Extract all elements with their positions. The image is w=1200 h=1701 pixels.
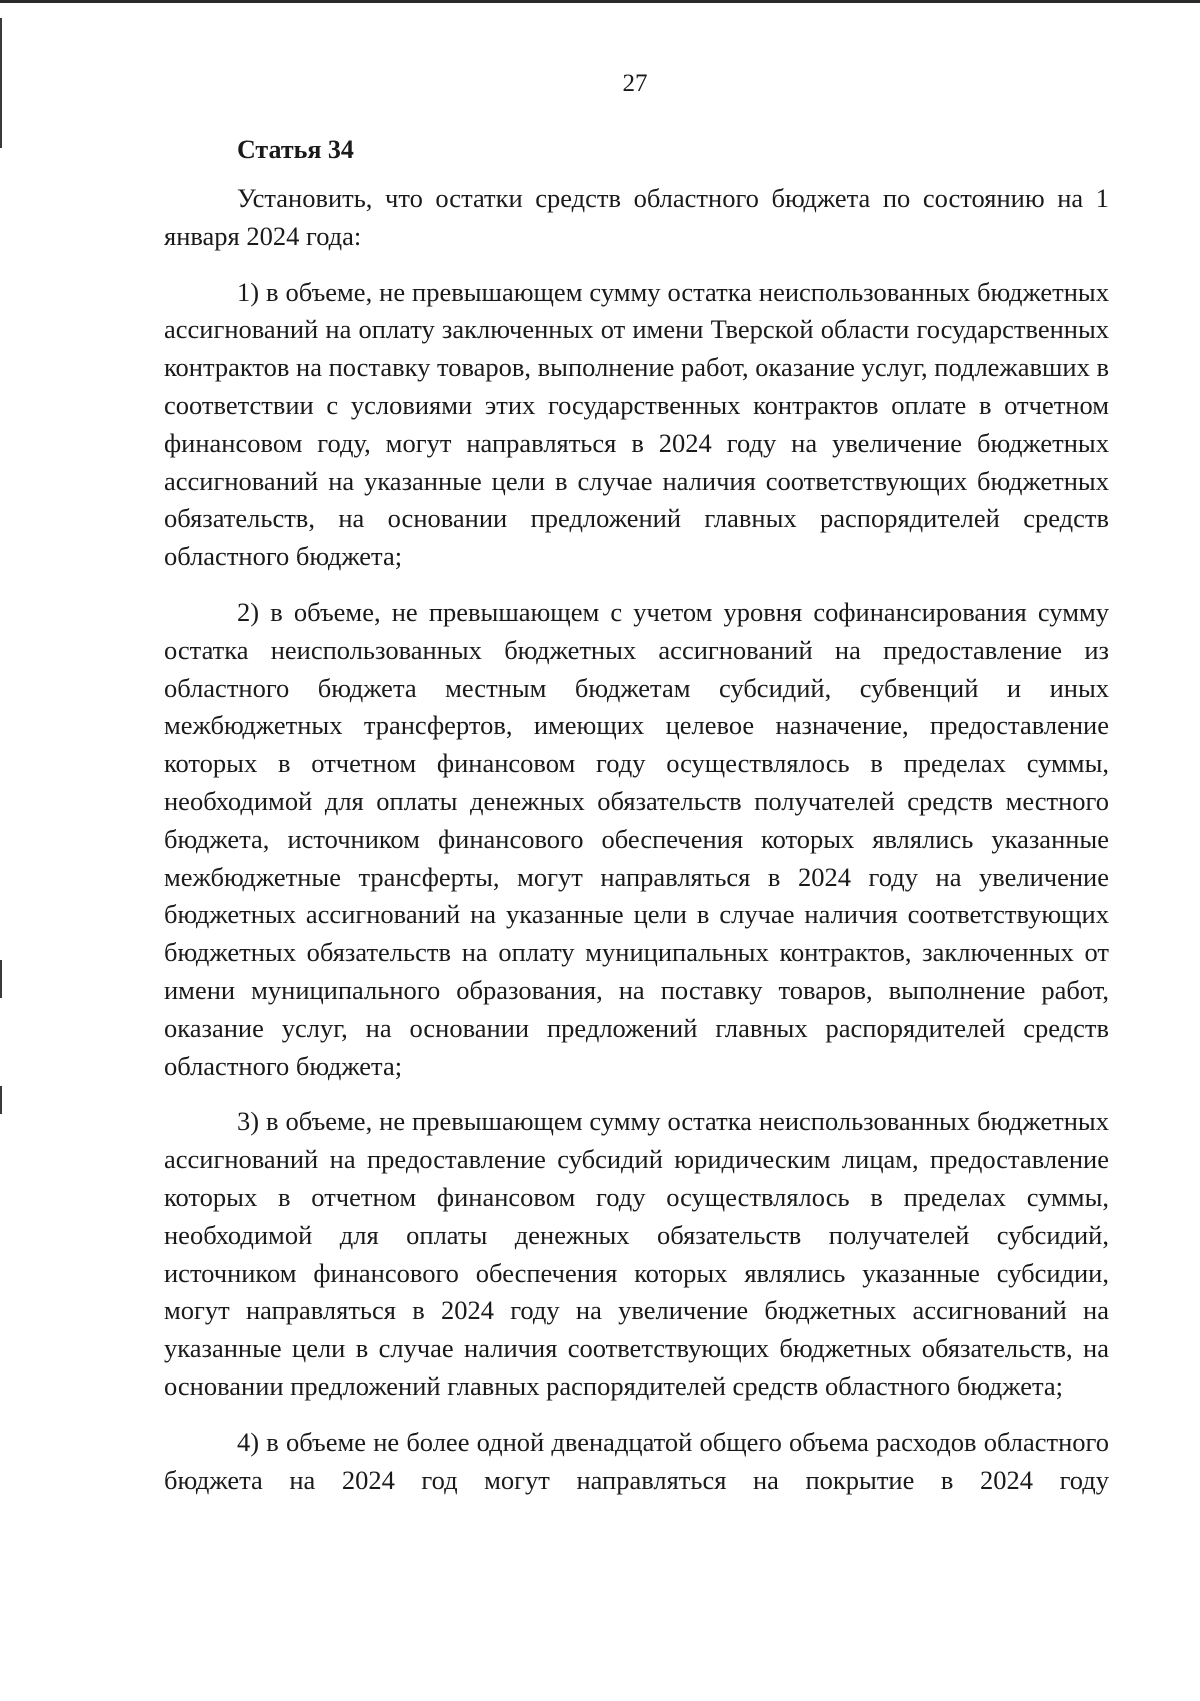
article-item-4: 4) в объеме не более одной двенадцатой общего объема расходов областного бюджета на 2024 год могут направляться на покрытие в 2024 году xyxy=(164,1426,1109,1495)
document-body xyxy=(164,120,1109,1499)
article-item-1: 1) в объеме, не превышающем сумму остатка неиспользованных бюджетных ассигнований на оплату заключенных от имени Тверской области государственных контрактов на поставку товаров, выполнение работ, оказание услуг, подлежавших в соответствии с условиями этих государственных контрактов оплате в отчетном финансовом году, могут направляться в 2024 году на увеличение бюджетных ассигнований на указанные цели в случае наличия соответствующих бюджетных обязательств, на основании предложений главных распорядителей средств областного бюджета; xyxy=(164,276,1109,572)
article-title: Статья 34 xyxy=(237,135,354,164)
article-item-2: 2) в объеме, не превышающем с учетом уровня софинансирования сумму остатка неиспользованных бюджетных ассигнований на предоставление из областного бюджета местным бюджетам субсидий, субвенций и иных межбюджетных трансфертов, имеющих целевое назначение, предоставление которых в отчетном финансовом году осуществлялось в пределах суммы, необходимой для оплаты денежных обязательств получателей средств местного бюджета, источником финансового обеспечения которых являлись указанные межбюджетные трансферты, могут направляться в 2024 году на увеличение бюджетных ассигнований на указанные цели в случае наличия соответствующих бюджетных обязательств на оплату муниципальных контрактов, заключенных от имени муниципального образования, на поставку товаров, выполнение работ, оказание услуг, на основании предложений главных распорядителей средств областного бюджета; xyxy=(164,596,1109,1081)
article-intro: Установить, что остатки средств областного бюджета по состоянию на 1 января 2024 года: xyxy=(164,183,1109,251)
article-item-3: 3) в объеме, не превышающем сумму остатка неиспользованных бюджетных ассигнований на предоставление субсидий юридическим лицам, предоставление которых в отчетном финансовом году осуществлялось в пределах суммы, необходимой для оплаты денежных обязательств получателей субсидий, источником финансового обеспечения которых являлись указанные субсидии, могут направляться в 2024 году на увеличение бюджетных ассигнований на указанные цели в случае наличия соответствующих бюджетных обязательств, на основании предложений главных распорядителей средств областного бюджета; xyxy=(164,1106,1109,1401)
scan-edge-left-mark xyxy=(0,960,2,998)
scan-edge-left-mark xyxy=(0,1086,2,1114)
scan-edge-top xyxy=(0,0,1200,3)
page-number: 27 xyxy=(622,70,648,97)
